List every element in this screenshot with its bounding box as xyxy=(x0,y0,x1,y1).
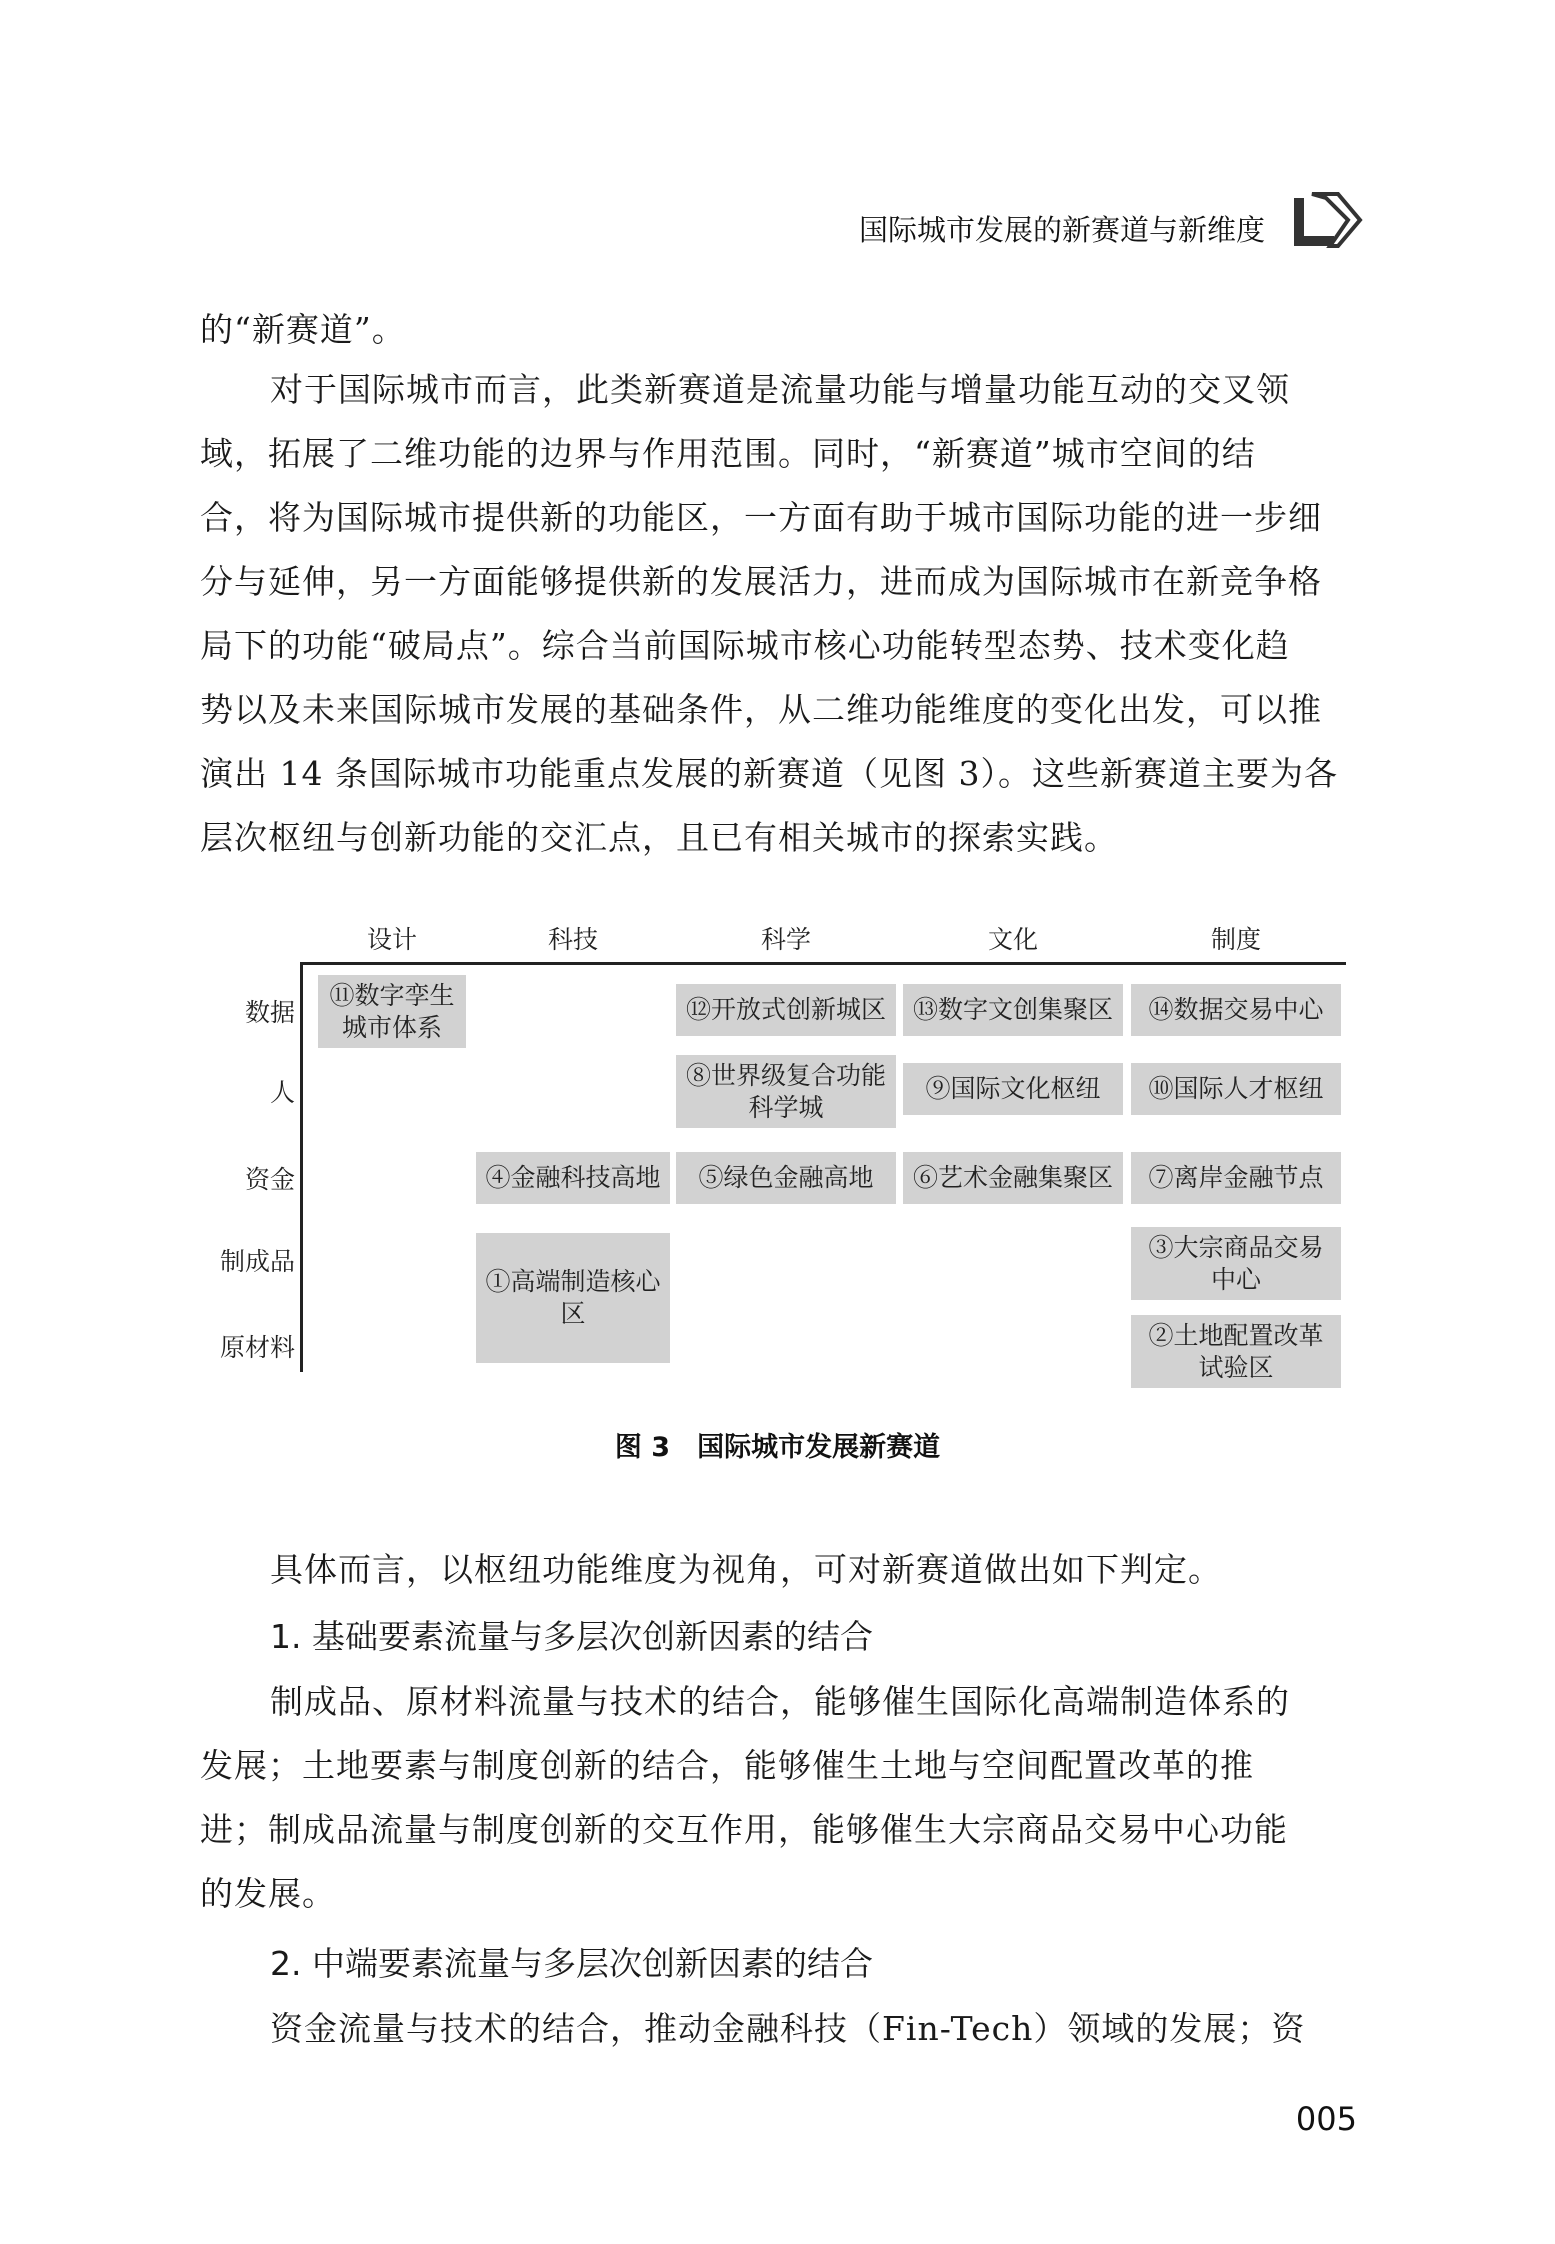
row-label-raw-materials: 原材料 xyxy=(219,1333,295,1362)
column-label-culture: 文化 xyxy=(987,925,1039,954)
cell-green-finance-highland: ⑤绿色金融高地 xyxy=(676,1152,896,1204)
text-line: 域，拓展了二维功能的边界与作用范围。同时，“新赛道”城市空间的结 xyxy=(200,434,1256,473)
column-label-institution: 制度 xyxy=(1210,925,1262,954)
paragraph-2 xyxy=(200,358,1360,870)
running-title: 国际城市发展的新赛道与新维度 xyxy=(858,213,1265,247)
row-label-manufactured-goods: 制成品 xyxy=(219,1247,295,1276)
text-line: 具体而言，以枢纽功能维度为视角，可对新赛道做出如下判定。 xyxy=(270,1550,1222,1589)
cell-fintech-highland: ④金融科技高地 xyxy=(476,1152,670,1204)
text-line: 局下的功能“破局点”。综合当前国际城市核心功能转型态势、技术变化趋 xyxy=(200,626,1290,665)
column-label-science: 科学 xyxy=(760,925,812,954)
figure-caption: 图 3 国际城市发展新赛道 xyxy=(614,1432,941,1463)
text-line: 资金流量与技术的结合，推动金融科技（Fin-Tech）领域的发展；资 xyxy=(270,2009,1306,2048)
cell-bulk-commodity-exchange: ③大宗商品交易 中心 xyxy=(1131,1227,1341,1300)
cell-international-culture-hub: ⑨国际文化枢纽 xyxy=(903,1063,1123,1115)
text-line: 势以及未来国际城市发展的基础条件，从二维功能维度的变化出发，可以推 xyxy=(200,690,1322,729)
section-2-heading: 2. 中端要素流量与多层次创新因素的结合 xyxy=(270,1944,873,1983)
row-label-people: 人 xyxy=(269,1078,295,1107)
column-label-design: 设计 xyxy=(366,925,418,954)
cell-open-innovation-district: ⑫开放式创新城区 xyxy=(676,984,896,1036)
figure-top-axis xyxy=(300,962,1346,965)
row-label-capital: 资金 xyxy=(244,1165,295,1194)
cell-art-finance-cluster: ⑥艺术金融集聚区 xyxy=(903,1152,1123,1204)
text-line: 层次枢纽与创新功能的交汇点，且已有相关城市的探索实践。 xyxy=(200,818,1118,857)
cell-high-end-manufacturing-core: ①高端制造核心 区 xyxy=(476,1233,670,1363)
section-1-heading: 1. 基础要素流量与多层次创新因素的结合 xyxy=(270,1617,873,1656)
cell-data-exchange-center: ⑭数据交易中心 xyxy=(1131,984,1341,1036)
text-line: 分与延伸，另一方面能够提供新的发展活力，进而成为国际城市在新竞争格 xyxy=(200,562,1322,601)
cell-digital-cultural-cluster: ⑬数字文创集聚区 xyxy=(903,984,1123,1036)
text-line: 合，将为国际城市提供新的功能区，一方面有助于城市国际功能的进一步细 xyxy=(200,498,1322,537)
column-label-technology: 科技 xyxy=(547,925,599,954)
section-1-paragraph xyxy=(200,1670,1360,1926)
cell-world-class-science-city: ⑧世界级复合功能 科学城 xyxy=(676,1055,896,1128)
text-line: 制成品、原材料流量与技术的结合，能够催生国际化高端制造体系的 xyxy=(270,1682,1290,1721)
paragraph-1 xyxy=(200,298,1360,362)
text-line: 进；制成品流量与制度创新的交互作用，能够催生大宗商品交易中心功能 xyxy=(200,1810,1288,1849)
cell-international-talent-hub: ⑩国际人才枢纽 xyxy=(1131,1063,1341,1115)
chapter-arrow-icon xyxy=(1290,190,1365,250)
figure-left-axis xyxy=(300,962,303,1372)
cell-offshore-finance-node: ⑦离岸金融节点 xyxy=(1131,1152,1341,1204)
paragraph-3 xyxy=(200,1538,1360,1602)
row-label-data: 数据 xyxy=(244,998,295,1027)
text-line: 的发展。 xyxy=(200,1874,336,1913)
text-line: 发展；土地要素与制度创新的结合，能够催生土地与空间配置改革的推 xyxy=(200,1746,1254,1785)
section-2-paragraph xyxy=(200,1997,1360,2061)
cell-digital-twin-city: ⑪数字孪生 城市体系 xyxy=(318,975,466,1048)
page-number: 005 xyxy=(1295,2100,1357,2138)
text-line: 的“新赛道”。 xyxy=(200,310,406,349)
text-line: 演出 14 条国际城市功能重点发展的新赛道（见图 3）。这些新赛道主要为各 xyxy=(200,754,1338,793)
cell-land-allocation-reform-zone: ②土地配置改革 试验区 xyxy=(1131,1315,1341,1388)
text-line: 对于国际城市而言，此类新赛道是流量功能与增量功能互动的交叉领 xyxy=(270,370,1290,409)
